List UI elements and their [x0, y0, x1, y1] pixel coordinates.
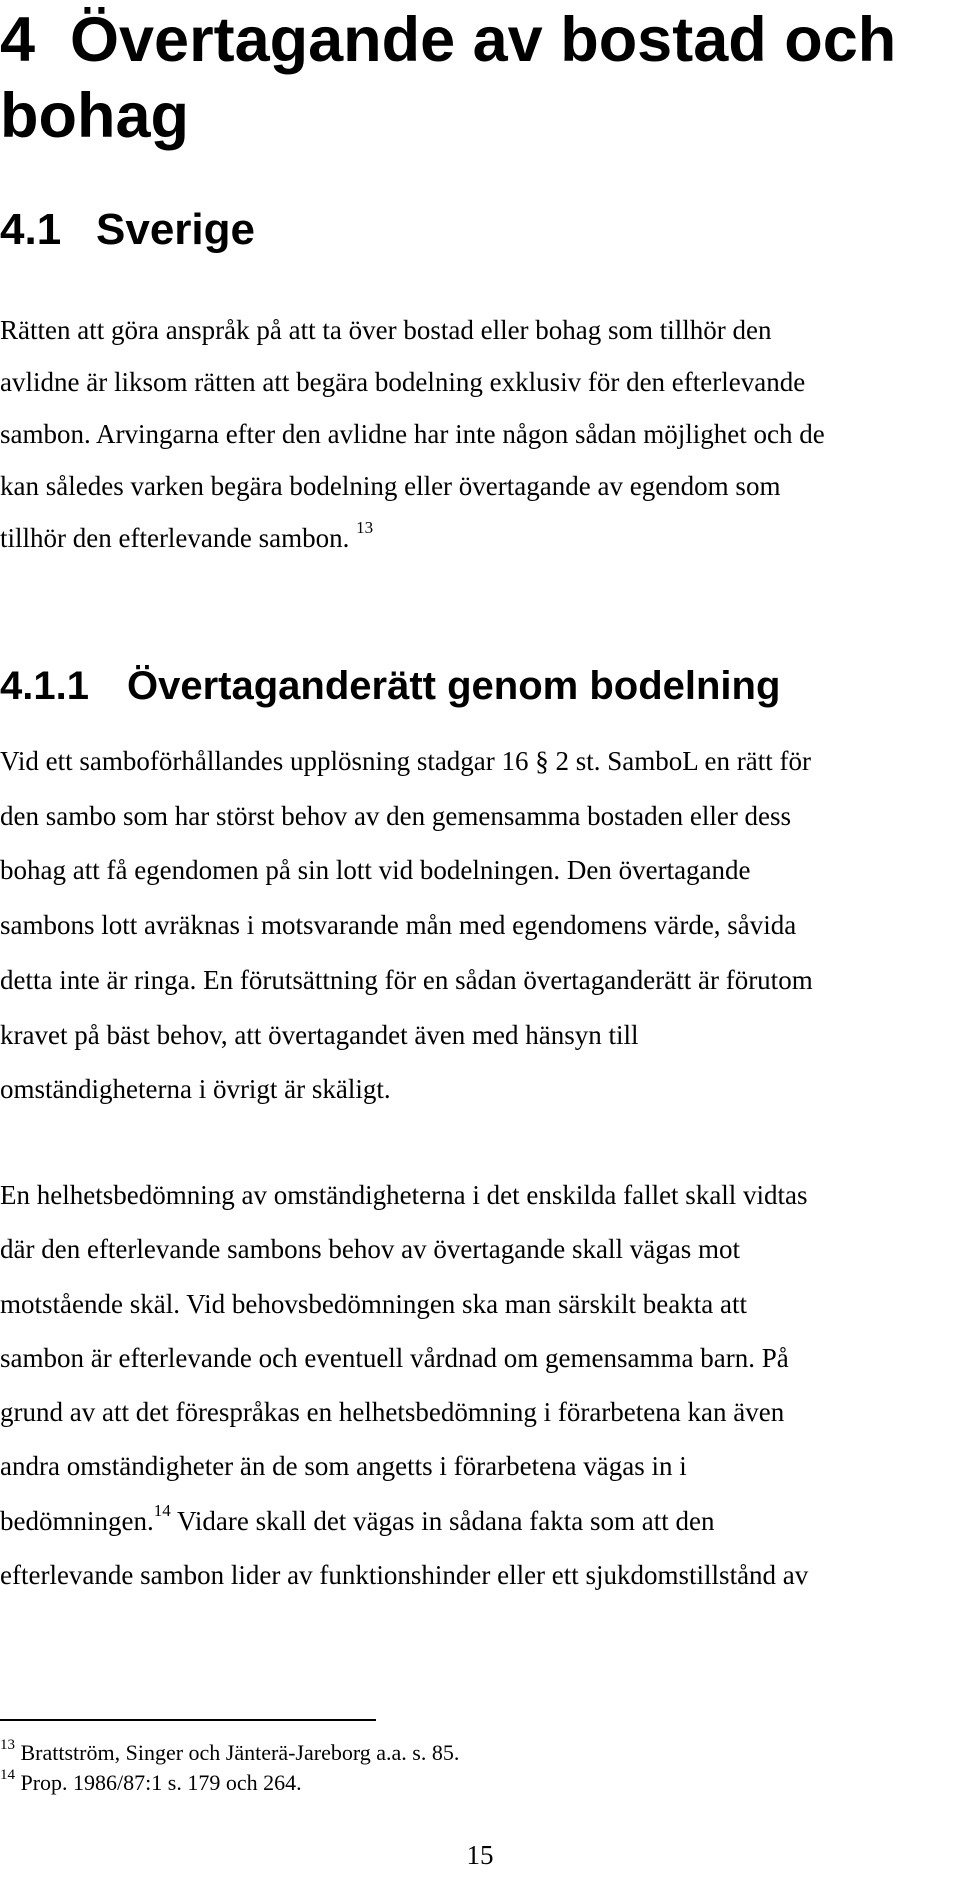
- footnote-separator: [0, 1719, 376, 1721]
- footnote-14: [0, 1768, 302, 1798]
- paragraph-line: omständigheterna i övrigt är skäligt.: [0, 1074, 391, 1105]
- paragraph-line: den sambo som har störst behov av den gemensamma bostaden eller dess: [0, 800, 792, 831]
- paragraph-line: där den efterlevande sambons behov av övertagande skall vägas mot: [0, 1234, 740, 1265]
- paragraph-line: [0, 1494, 960, 1548]
- paragraph-2: [0, 734, 960, 1117]
- section-title: Sverige: [96, 205, 255, 254]
- paragraph-1: [0, 304, 960, 564]
- chapter-title: Övertagande av bostad och bohag: [0, 5, 897, 151]
- chapter-number: 4: [0, 5, 36, 75]
- paragraph-line: sambon. Arvingarna efter den avlidne har inte någon sådan möjlighet och de: [0, 419, 825, 449]
- paragraph-line: sambons lott avräknas i motsvarande mån med egendomens värde, såvida: [0, 910, 797, 941]
- paragraph-line: Rätten att göra anspråk på att ta över bostad eller bohag som tillhör den: [0, 315, 772, 345]
- footnote-text: Brattström, Singer och Jänterä-Jareborg a.a. s. 85.: [20, 1740, 460, 1765]
- paragraph-line: kravet på bäst behov, att övertagandet även med hänsyn till: [0, 1019, 639, 1050]
- paragraph-line: motstående skäl. Vid behovsbedömningen ska man särskilt beakta att: [0, 1288, 747, 1319]
- paragraph-line: En helhetsbedömning av omständigheterna i det enskilda fallet skall vidtas: [0, 1180, 808, 1210]
- chapter-heading: [0, 2, 950, 154]
- footnote-reference-13: 13: [356, 518, 374, 537]
- paragraph-line: sambon är efterlevande och eventuell vårdnad om gemensamma barn. På: [0, 1342, 789, 1373]
- paragraph-line: andra omständigheter än de som angetts i förarbetena vägas in i: [0, 1451, 687, 1482]
- paragraph-line: avlidne är liksom rätten att begära bodelning exklusiv för den efterlevande: [0, 367, 806, 397]
- paragraph-text: Vidare skall det vägas in sådana fakta som att den: [170, 1505, 715, 1536]
- paragraph-3: [0, 1168, 960, 1602]
- section-number: 4.1: [0, 205, 62, 254]
- subsection-title: Övertaganderätt genom bodelning: [127, 664, 781, 708]
- paragraph-line: detta inte är ringa. En förutsättning för en sådan övertaganderätt är förutom: [0, 964, 813, 995]
- paragraph-line: kan således varken begära bodelning eller övertagande av egendom som: [0, 471, 781, 501]
- paragraph-line: efterlevande sambon lider av funktionshinder eller ett sjukdomstillstånd av: [0, 1560, 809, 1591]
- footnote-number: 13: [0, 1736, 15, 1753]
- footnote-13: [0, 1738, 459, 1768]
- footnote-text: Prop. 1986/87:1 s. 179 och 264.: [20, 1770, 302, 1795]
- subsection-number: 4.1.1: [0, 664, 89, 708]
- page-number: 15: [466, 1840, 494, 1870]
- paragraph-line: grund av att det förespråkas en helhetsbedömning i förarbetena kan även: [0, 1397, 785, 1428]
- paragraph-text: bedömningen.: [0, 1505, 154, 1536]
- footnote-reference-14: 14: [153, 1500, 171, 1520]
- paragraph-text: tillhör den efterlevande sambon.: [0, 523, 350, 553]
- paragraph-line: [0, 512, 960, 564]
- paragraph-line: bohag att få egendomen på sin lott vid bodelningen. Den övertagande: [0, 855, 751, 886]
- footnote-number: 14: [0, 1766, 15, 1783]
- subsection-heading: [0, 658, 780, 714]
- section-heading: [0, 200, 255, 260]
- paragraph-line: Vid ett samboförhållandes upplösning stadgar 16 § 2 st. SamboL en rätt för: [0, 746, 811, 776]
